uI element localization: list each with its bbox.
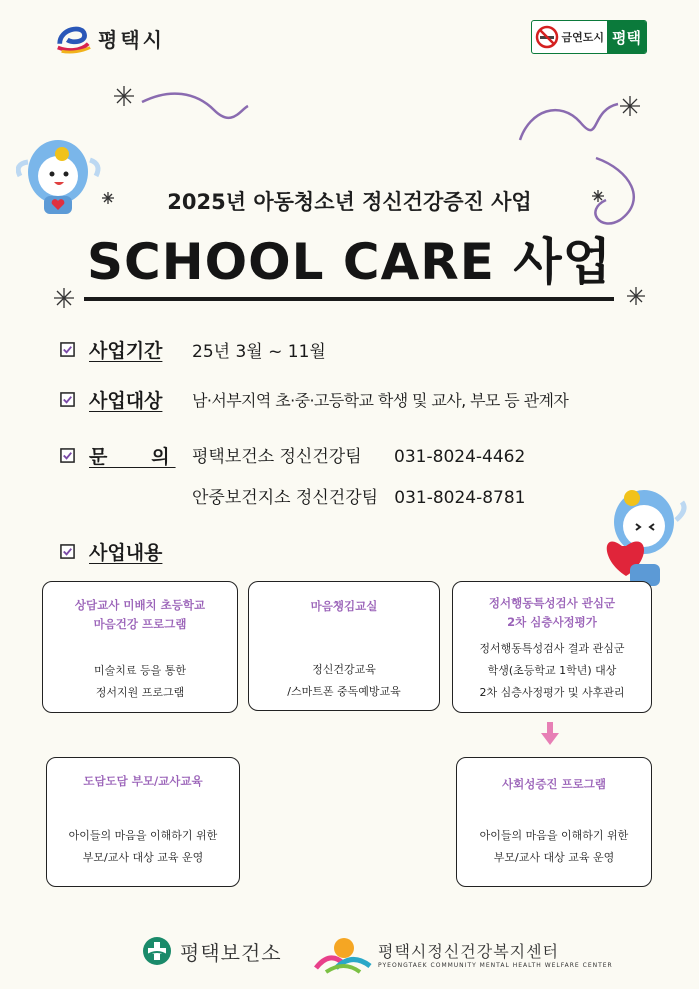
swirl-line (142, 94, 248, 118)
checkbox-icon (60, 342, 75, 357)
info-row-period (60, 336, 162, 363)
section-title: 사업내용 (89, 542, 163, 564)
city-logo-text: 평택시 (98, 27, 165, 52)
nonsmoking-label: 금연도시 (561, 31, 605, 44)
info-label: 문 의 (89, 446, 176, 468)
program-card (456, 757, 652, 887)
checkbox-icon (60, 448, 75, 463)
nonsmoking-city: 평택 (607, 21, 646, 53)
info-value-2: 안중보건지소 정신건강팀 031-8024-8781 (192, 488, 526, 508)
health-center-icon (142, 936, 172, 966)
info-value: 평택보건소 정신건강팀 031-8024-4462 (192, 447, 526, 467)
card-description: 정신건강교육 /스마트폰 중독예방교육 (287, 663, 401, 698)
checkbox-icon (60, 392, 75, 407)
city-logo (54, 22, 165, 54)
page-subtitle: 2025년 아동청소년 정신건강증진 사업 (167, 190, 532, 214)
info-row-target (60, 386, 162, 413)
arrow-down-icon (540, 722, 560, 746)
no-smoking-icon (535, 25, 559, 49)
program-card (452, 581, 652, 713)
section-heading (60, 538, 162, 565)
card-description: 아이들의 마음을 이해하기 위한 부모/교사 대상 교육 운영 (479, 829, 629, 864)
card-description: 아이들의 마음을 이해하기 위한 부모/교사 대상 교육 운영 (68, 829, 218, 864)
info-value: 25년 3월 ~ 11월 (192, 342, 326, 362)
info-value: 남·서부지역 초·중·고등학교 학생 및 교사, 부모 등 관계자 (192, 391, 569, 410)
info-row-contact (60, 442, 176, 469)
program-card (42, 581, 238, 713)
mental-health-center-name: 평택시정신건강복지센터 (378, 942, 560, 961)
info-label: 사업기간 (89, 340, 163, 362)
checkbox-icon (60, 544, 75, 559)
health-center-name: 평택보건소 (180, 940, 282, 965)
mental-health-center-icon (314, 934, 372, 974)
info-label: 사업대상 (89, 390, 163, 412)
card-title: 도담도담 부모/교사교육 (83, 774, 203, 788)
nonsmoking-city-badge (531, 20, 648, 54)
program-card (248, 581, 440, 711)
swirl-line (520, 104, 618, 140)
page-title: SCHOOL CARE 사업 (87, 233, 612, 291)
card-title: 마음챙김교실 (310, 599, 378, 613)
card-title: 정서행동특성검사 관심군 2차 심층사정평가 (488, 596, 616, 629)
program-card (46, 757, 240, 887)
card-title: 사회성증진 프로그램 (502, 777, 606, 791)
card-description: 정서행동특성검사 결과 관심군 학생(초등학교 1학년) 대상 2차 심층사정평가 및 사후관리 (479, 642, 625, 699)
city-emblem-icon (54, 22, 92, 54)
mental-health-center-logo (314, 934, 613, 974)
card-title: 상담교사 미배치 초등학교 마음건강 프로그램 (74, 598, 206, 631)
card-description: 미술치료 등을 통한 정서지원 프로그램 (93, 664, 186, 699)
mental-health-center-name-en: PYEONGTAEK COMMUNITY MENTAL HEALTH WELFARE CENTER (378, 962, 613, 969)
health-center-logo (142, 936, 282, 966)
title-underline (84, 297, 614, 301)
